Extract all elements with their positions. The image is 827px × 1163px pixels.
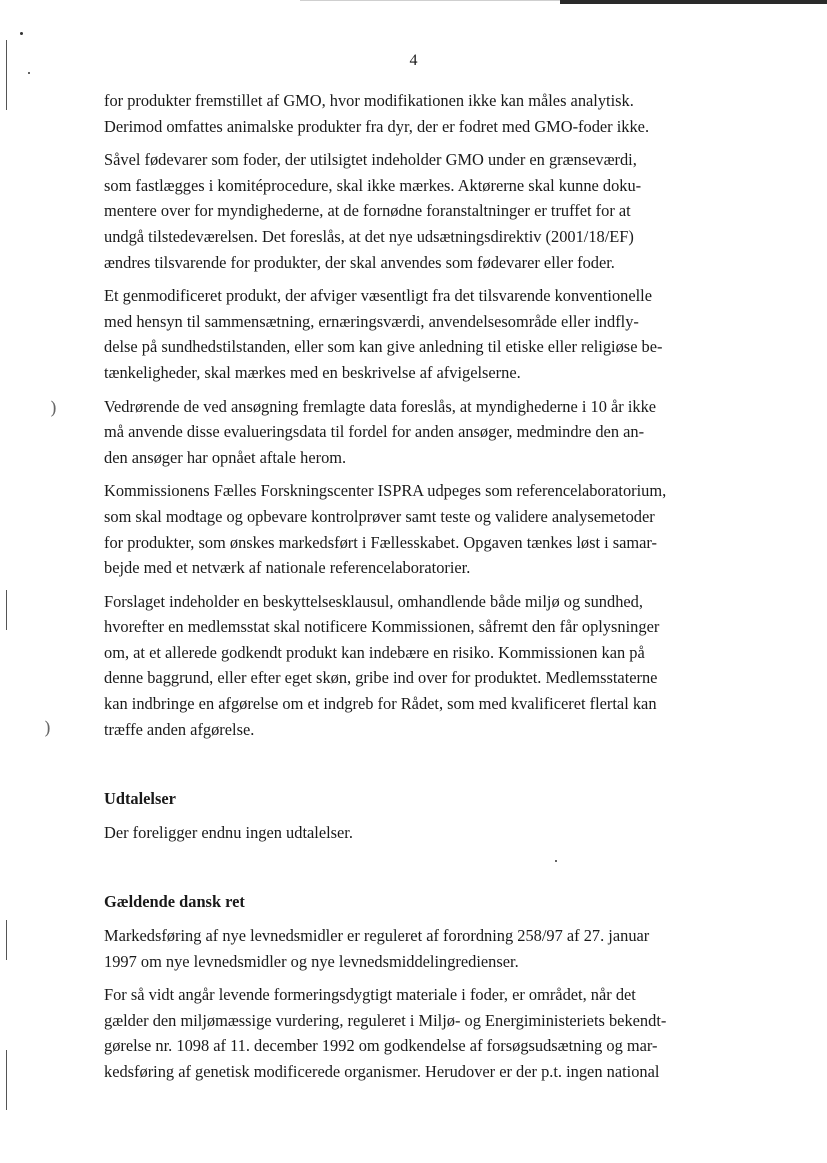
scan-edge-line-faint bbox=[300, 0, 560, 1]
text-line: for produkter, som ønskes markedsført i Fællesskabet. Opgaven tænkes løst i samar- bbox=[104, 532, 658, 552]
text-line: ændres tilsvarende for produkter, der skal anvendes som fødevarer eller foder. bbox=[104, 252, 615, 272]
text-line: den ansøger har opnået aftale herom. bbox=[104, 447, 347, 467]
scan-left-edge-mark bbox=[6, 920, 7, 960]
text-line: som skal modtage og opbevare kontrolprøver samt teste og validere analysemetoder bbox=[104, 506, 655, 526]
text-line: med hensyn til sammensætning, ernæringsværdi, anvendelsesområde eller indfly- bbox=[104, 311, 639, 331]
text-line: delse på sundhedstilstanden, eller som kan give anledning til etiske eller religiøse be- bbox=[104, 337, 663, 357]
scan-left-edge-mark bbox=[6, 1050, 7, 1110]
page-number: 4 bbox=[409, 52, 418, 69]
scan-speck bbox=[20, 32, 23, 35]
text-line: som fastlægges i komitéprocedure, skal ikke mærkes. Aktørerne skal kunne doku- bbox=[104, 175, 642, 195]
text-line: kan indbringe en afgørelse om et indgreb for Rådet, som med kvalificeret flertal kan bbox=[104, 694, 657, 714]
section-spacer bbox=[104, 853, 744, 889]
text-line: kedsføring af genetisk modificerede organismer. Herudover er der p.t. ingen national bbox=[104, 1062, 660, 1081]
text-line: Et genmodificeret produkt, der afviger væsentligt fra det tilsvarende konventionelle bbox=[104, 286, 652, 306]
text-line: træffe anden afgørelse. bbox=[104, 719, 255, 739]
text-line: Markedsføring af nye levnedsmidler er reguleret af forordning 258/97 af 27. januar bbox=[104, 926, 650, 946]
paragraph bbox=[104, 147, 744, 275]
section-spacer bbox=[104, 750, 744, 786]
text-line: bejde med et netværk af nationale referencelaboratorier. bbox=[104, 558, 471, 578]
paragraph bbox=[104, 394, 744, 471]
text-line: Såvel fødevarer som foder, der utilsigtet indeholder GMO under en grænseværdi, bbox=[104, 150, 637, 170]
paragraph bbox=[104, 982, 744, 1084]
punch-hole-mark: ) bbox=[50, 398, 58, 419]
text-line: må anvende disse evalueringsdata til fordel for anden ansøger, medmindre den an- bbox=[104, 422, 645, 442]
text-line: mentere over for myndighederne, at de fornødne foranstaltninger er truffet for at bbox=[104, 201, 631, 221]
text-line: Kommissionens Fælles Forskningscenter ISPRA udpeges som referencelaboratorium, bbox=[104, 481, 667, 501]
text-line: for produkter fremstillet af GMO, hvor modifikationen ikke kan måles analytisk. bbox=[104, 91, 634, 110]
text-line: Derimod omfattes animalske produkter fra dyr, der er fodret med GMO-foder ikke. bbox=[104, 116, 650, 136]
document-body bbox=[104, 88, 744, 1093]
text-line: hvorefter en medlemsstat skal notificere Kommissionen, såfremt den får oplysninger bbox=[104, 617, 660, 637]
section-heading-udtalelser: Udtalelser bbox=[104, 789, 176, 809]
paragraph bbox=[104, 589, 744, 743]
paragraph bbox=[104, 283, 744, 385]
scan-edge-line bbox=[560, 0, 827, 4]
section-heading-dansk-ret: Gældende dansk ret bbox=[104, 892, 245, 912]
text-line: 1997 om nye levnedsmidler og nye levnedsmiddelingredienser. bbox=[104, 951, 519, 971]
text-line: denne baggrund, eller efter eget skøn, gribe ind over for produktet. Medlemsstaterne bbox=[104, 668, 658, 688]
text-line: Forslaget indeholder en beskyttelsesklausul, omhandlende både miljø og sundhed, bbox=[104, 591, 643, 611]
text-line: Der foreligger endnu ingen udtalelser. bbox=[104, 822, 353, 842]
scan-left-edge-mark bbox=[6, 40, 7, 110]
scan-speck bbox=[28, 72, 30, 74]
text-line: gælder den miljømæssige vurdering, reguleret i Miljø- og Energiministeriets bekendt- bbox=[104, 1010, 667, 1030]
text-line: om, at et allerede godkendt produkt kan indebære en risiko. Kommissionen kan på bbox=[104, 642, 645, 662]
text-line: undgå tilstedeværelsen. Det foreslås, at det nye udsætningsdirektiv (2001/18/EF) bbox=[104, 226, 634, 246]
paragraph bbox=[104, 88, 744, 139]
text-line: Vedrørende de ved ansøgning fremlagte data foreslås, at myndighederne i 10 år ikke bbox=[104, 396, 657, 416]
text-line: gørelse nr. 1098 af 11. december 1992 om godkendelse af forsøgsudsætning og mar- bbox=[104, 1036, 658, 1056]
scan-left-edge-mark bbox=[6, 590, 7, 630]
text-line: tænkeligheder, skal mærkes med en beskrivelse af afvigelserne. bbox=[104, 362, 521, 382]
paragraph bbox=[104, 923, 744, 974]
paragraph bbox=[104, 478, 744, 580]
punch-hole-mark: ) bbox=[44, 718, 52, 739]
text-line: For så vidt angår levende formeringsdygtigt materiale i foder, er området, når det bbox=[104, 985, 636, 1005]
paragraph bbox=[104, 820, 744, 846]
